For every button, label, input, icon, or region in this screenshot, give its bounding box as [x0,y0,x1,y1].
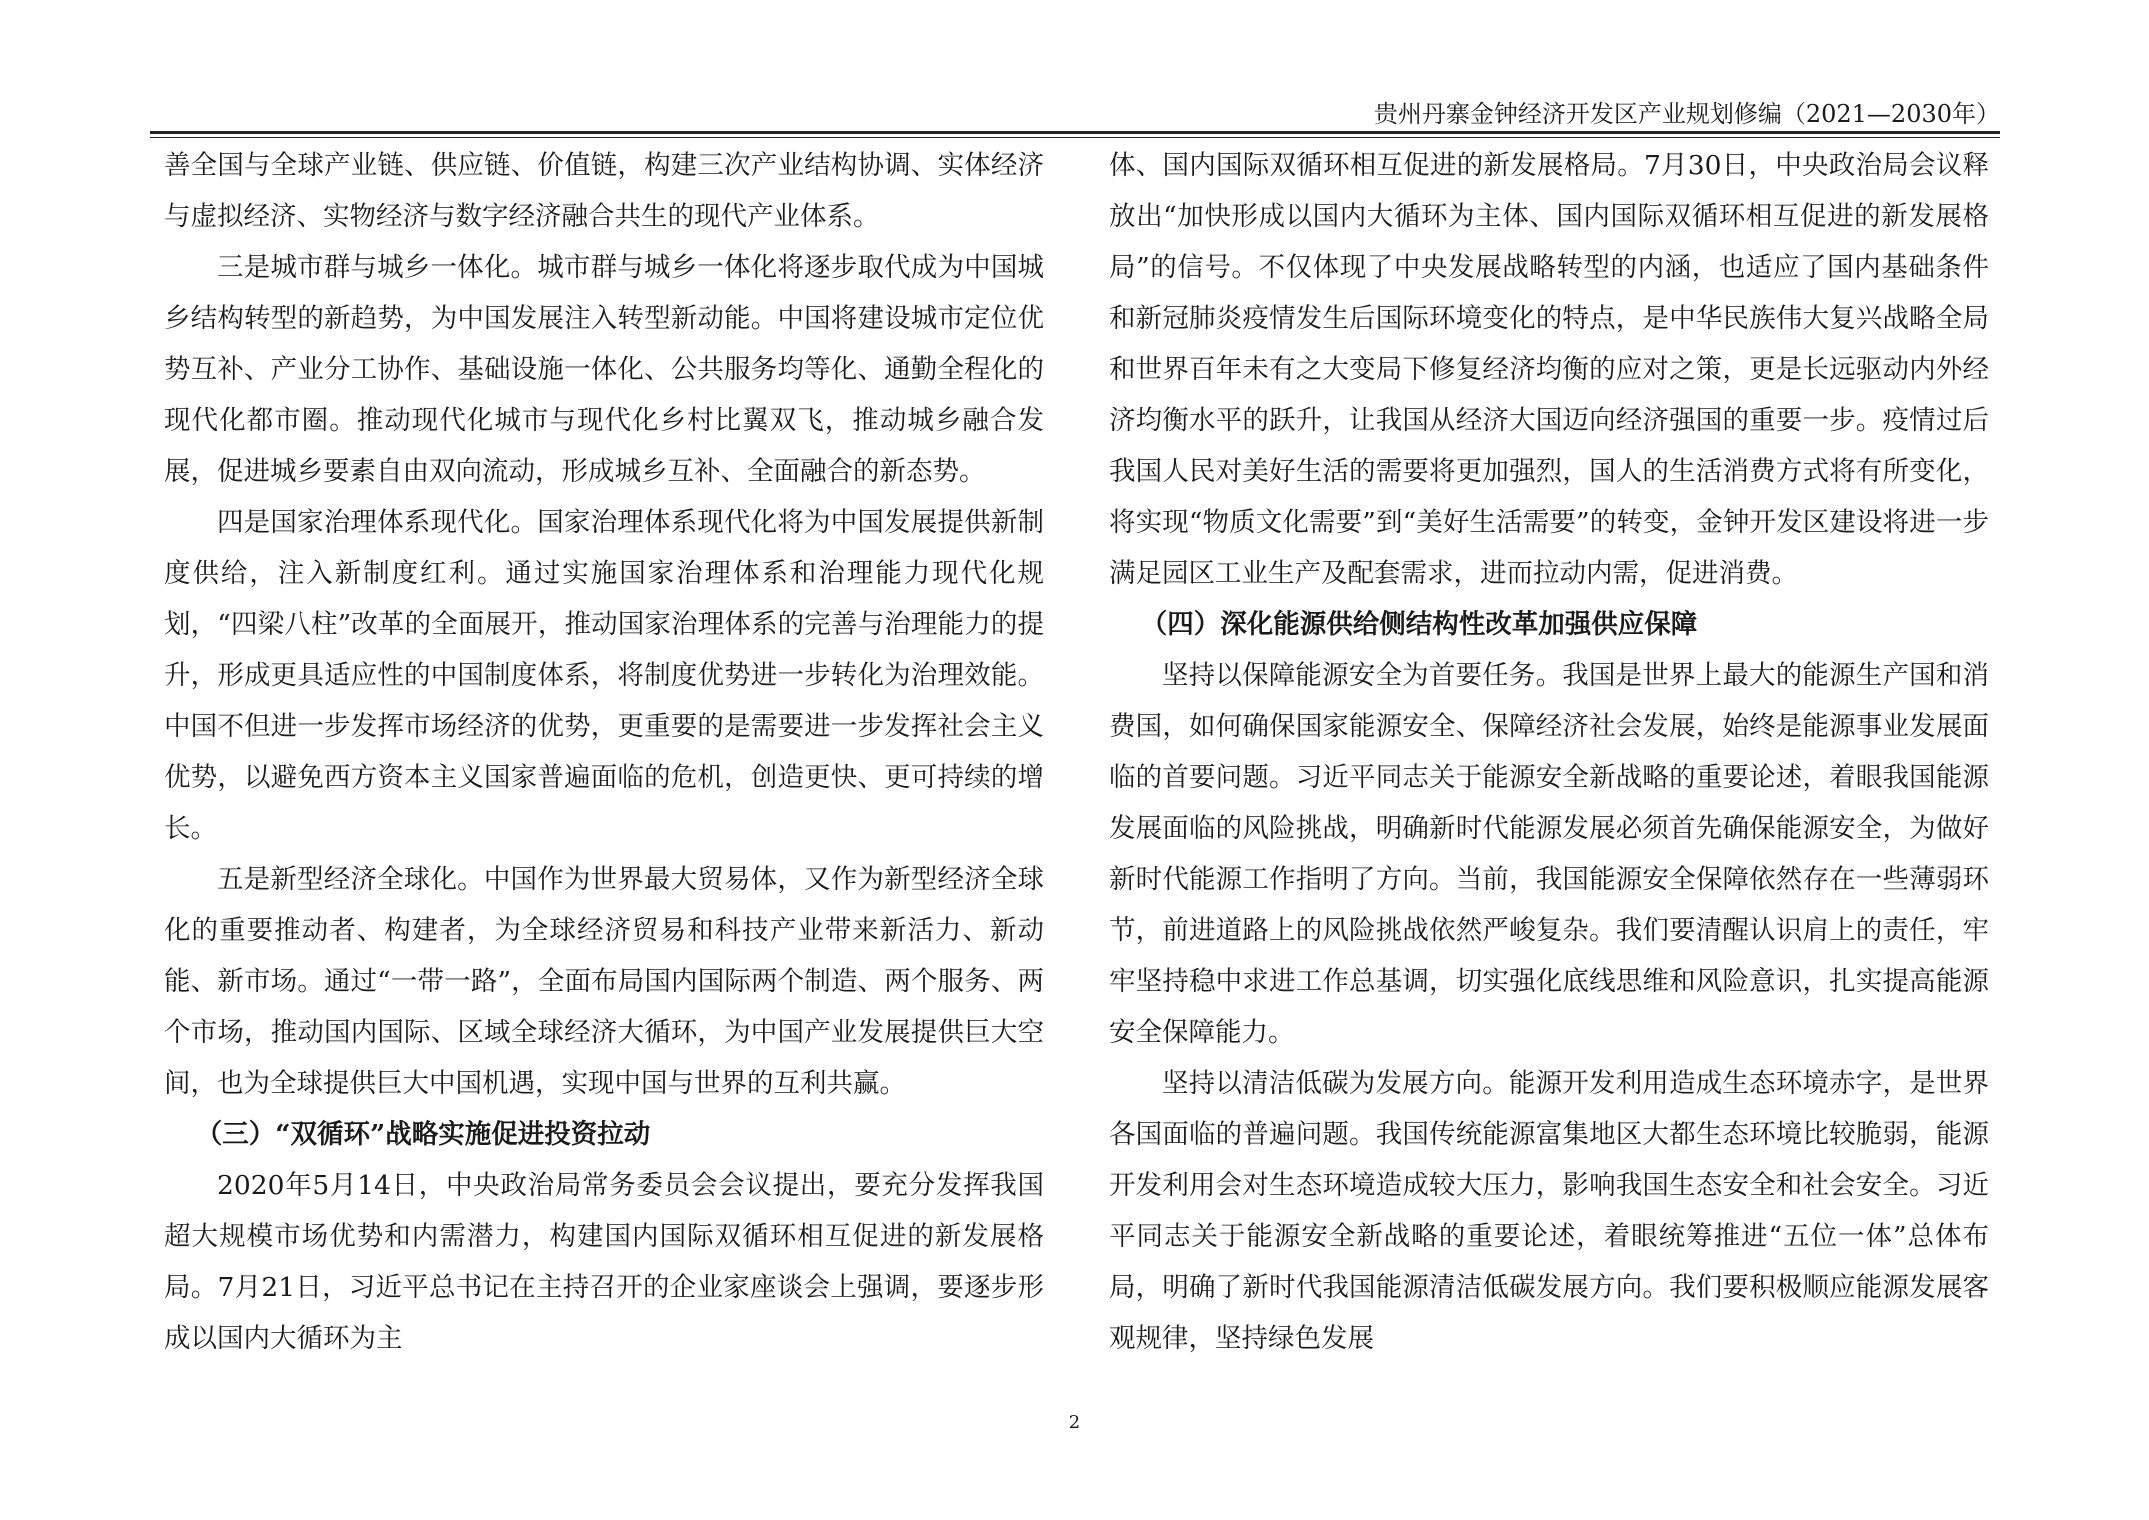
page-number: 2 [1068,1412,1081,1433]
running-header: 贵州丹寨金钟经济开发区产业规划修编（2021—2030年） [1373,100,2000,128]
header-rule-thin [150,137,2000,138]
paragraph: 2020年5月14日，中央政治局常务委员会会议提出，要充分发挥我国超大规模市场优势和内需潜力，构建国内国际双循环相互促进的新发展格局。7月21日，习近平总书记在主持召开的企业家座谈会上强调，要逐步形成以国内大循环为主 [164,1170,1044,1354]
paragraph: 坚持以保障能源安全为首要任务。我国是世界上最大的能源生产国和消费国，如何确保国家能源安全、保障经济社会发展，始终是能源事业发展面临的首要问题。习近平同志关于能源安全新战略的重要论述，着眼我国能源发展面临的风险挑战，明确新时代能源发展必须首先确保能源安全，为做好新时代能源工作指明了方向。当前，我国能源安全保障依然存在一些薄弱环节，前进道路上的风险挑战依然严峻复杂。我们要清醒认识肩上的责任，牢牢坚持稳中求进工作总基调，切实强化底线思维和风险意识，扎实提高能源安全保障能力。 [1109,660,1989,1048]
paragraph: 三是城市群与城乡一体化。城市群与城乡一体化将逐步取代成为中国城乡结构转型的新趋势，为中国发展注入转型新动能。中国将建设城市定位优势互补、产业分工协作、基础设施一体化、公共服务均等化、通勤全程化的现代化都市圈。推动现代化城市与现代化乡村比翼双飞，推动城乡融合发展，促进城乡要素自由双向流动，形成城乡互补、全面融合的新态势。 [164,252,1044,487]
section-heading: （四）深化能源供给侧结构性改革加强供应保障 [1140,609,1698,640]
right-column [1109,140,1989,1364]
header-rule-thick [150,131,2000,134]
paragraph: 体、国内国际双循环相互促进的新发展格局。7月30日，中央政治局会议释放出“加快形成以国内大循环为主体、国内国际双循环相互促进的新发展格局”的信号。不仅体现了中央发展战略转型的内涵，也适应了国内基础条件和新冠肺炎疫情发生后国际环境变化的特点，是中华民族伟大复兴战略全局和世界百年未有之大变局下修复经济均衡的应对之策，更是长远驱动内外经济均衡水平的跃升，让我国从经济大国迈向经济强国的重要一步。疫情过后我国人民对美好生活的需要将更加强烈，国人的生活消费方式将有所变化，将实现“物质文化需要”到“美好生活需要”的转变，金钟开发区建设将进一步满足园区工业生产及配套需求，进而拉动内需，促进消费。 [1109,150,1989,589]
paragraph: 善全国与全球产业链、供应链、价值链，构建三次产业结构协调、实体经济与虚拟经济、实物经济与数字经济融合共生的现代产业体系。 [164,150,1044,232]
paragraph: 四是国家治理体系现代化。国家治理体系现代化将为中国发展提供新制度供给，注入新制度红利。通过实施国家治理体系和治理能力现代化规划，“四梁八柱”改革的全面展开，推动国家治理体系的完善与治理能力的提升，形成更具适应性的中国制度体系，将制度优势进一步转化为治理效能。中国不但进一步发挥市场经济的优势，更重要的是需要进一步发挥社会主义优势，以避免西方资本主义国家普遍面临的危机，创造更快、更可持续的增长。 [164,507,1044,844]
paragraph: 五是新型经济全球化。中国作为世界最大贸易体，又作为新型经济全球化的重要推动者、构建者，为全球经济贸易和科技产业带来新活力、新动能、新市场。通过“一带一路”，全面布局国内国际两个制造、两个服务、两个市场，推动国内国际、区域全球经济大循环，为中国产业发展提供巨大空间，也为全球提供巨大中国机遇，实现中国与世界的互利共赢。 [164,864,1044,1099]
left-column [164,140,1044,1364]
section-heading: （三）“双循环”战略实施促进投资拉动 [195,1119,651,1150]
paragraph: 坚持以清洁低碳为发展方向。能源开发利用造成生态环境赤字，是世界各国面临的普遍问题。我国传统能源富集地区大都生态环境比较脆弱，能源开发利用会对生态环境造成较大压力，影响我国生态安全和社会安全。习近平同志关于能源安全新战略的重要论述，着眼统筹推进“五位一体”总体布局，明确了新时代我国能源清洁低碳发展方向。我们要积极顺应能源发展客观规律，坚持绿色发展 [1109,1068,1989,1354]
